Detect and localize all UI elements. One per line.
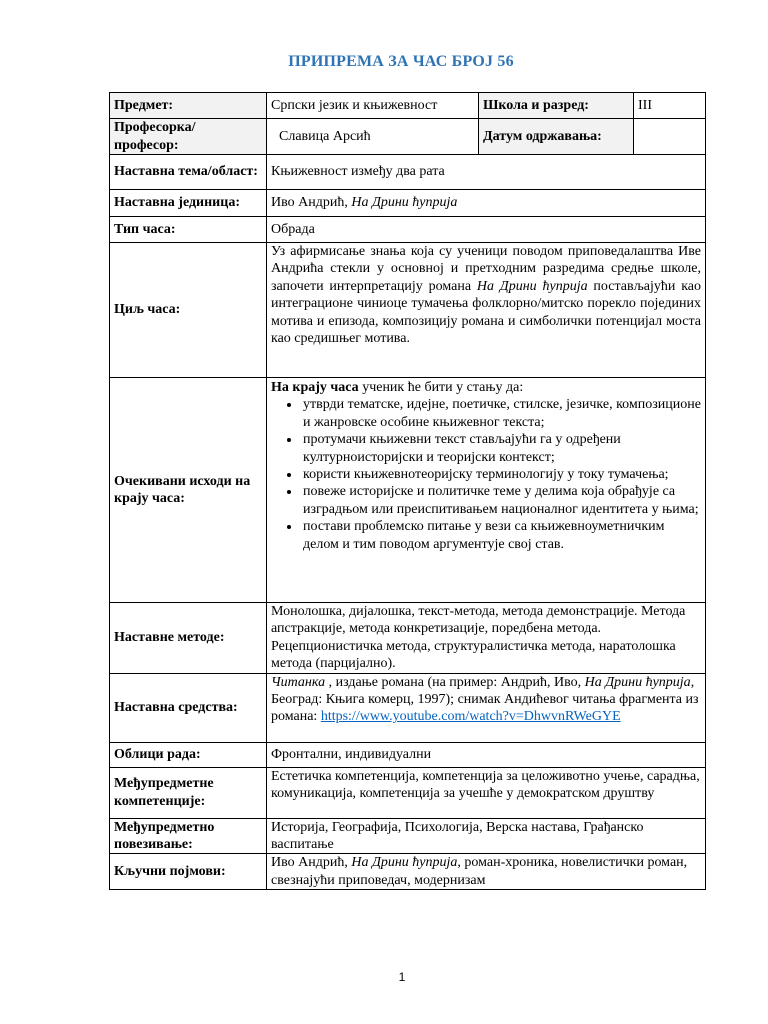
value-date bbox=[634, 119, 706, 155]
lesson-plan-table bbox=[109, 92, 706, 890]
value-competencies: Естетичка компетенција, компетенција за целоживотно учење, сарадња, комуникација, компетенција за учешће у демократском друштву bbox=[267, 767, 706, 818]
row-teacher bbox=[110, 119, 706, 155]
label-topic: Наставна тема/област: bbox=[110, 155, 267, 190]
value-key-terms: Иво Андрић, На Дрини ћуприја, роман-хроника, новелистички роман, свезнајући приповедач, модернизам bbox=[267, 854, 706, 890]
row-resources bbox=[110, 673, 706, 742]
row-competencies bbox=[110, 767, 706, 818]
row-methods bbox=[110, 603, 706, 674]
value-work-forms: Фронтални, индивидуални bbox=[267, 742, 706, 767]
row-topic bbox=[110, 155, 706, 190]
list-item: • протумачи књижевни текст стављајући га у одређени културноисторијски и теоријски контекст; bbox=[301, 431, 701, 466]
list-item: • повеже историјске и политичке теме у делима која обрађује са изградњом или преиспитивањем националног идентитета у њима; bbox=[301, 483, 701, 518]
page-title: ПРИПРЕМА ЗА ЧАС БРОЈ 56 bbox=[288, 53, 514, 70]
value-subject: Српски језик и књижевност bbox=[267, 93, 479, 119]
label-date: Датум одржавања: bbox=[479, 119, 634, 155]
row-unit bbox=[110, 190, 706, 217]
row-key-terms bbox=[110, 854, 706, 890]
value-unit: Иво Андрић, На Дрини ћуприја bbox=[267, 190, 706, 217]
label-resources: Наставна средства: bbox=[110, 673, 267, 742]
label-school-grade: Школа и разред: bbox=[479, 93, 634, 119]
value-goal: Уз афирмисање знања која су ученици поводом приповедалаштва Иве Андрића стекли у основној и претходним разредима средње школе, започети интерпретацију романа На Дрини ћуприја постављајући као интеграционе чиниоце тумачења фолклорно/митско порекло појединих мотива и епизода, композицију романа и симболички потенцијал моста као средишњег мотива. bbox=[267, 243, 706, 378]
label-key-terms: Кључни појмови: bbox=[110, 854, 267, 890]
value-school-grade: III bbox=[634, 93, 706, 119]
label-goal: Циљ часа: bbox=[110, 243, 267, 378]
value-teacher: Славица Арсић bbox=[267, 119, 479, 155]
label-correlation: Међупредметно повезивање: bbox=[110, 818, 267, 854]
value-outcomes bbox=[267, 378, 706, 603]
label-work-forms: Облици рада: bbox=[110, 742, 267, 767]
value-correlation: Историја, Географија, Психологија, Верска настава, Грађанско васпитање bbox=[267, 818, 706, 854]
label-competencies: Међупредметне компетенције: bbox=[110, 767, 267, 818]
outcomes-list bbox=[271, 396, 701, 553]
youtube-link[interactable]: https://www.youtube.com/watch?v=DhwvnRWeGYE bbox=[320, 709, 621, 725]
value-lesson-type: Обрада bbox=[267, 217, 706, 243]
row-subject bbox=[110, 93, 706, 119]
row-outcomes bbox=[110, 378, 706, 603]
label-teacher: Професорка/ професор: bbox=[110, 119, 267, 155]
row-lesson-type bbox=[110, 217, 706, 243]
label-lesson-type: Тип часа: bbox=[110, 217, 267, 243]
label-outcomes: Очекивани исходи на крају часа: bbox=[110, 378, 267, 603]
row-goal bbox=[110, 243, 706, 378]
label-methods: Наставне методе: bbox=[110, 603, 267, 674]
label-subject: Предмет: bbox=[110, 93, 267, 119]
value-methods: Монолошка, дијалошка, текст-метода, метода демонстрације. Метода апстракције, метода конкретизације, поредбена метода. Рецепционистичка метода, структуралистичка метода, наратолошка метода (парцијално). bbox=[267, 603, 706, 674]
list-item: • постави проблемско питање у вези са књижевноуметничким делом и тим поводом аргументује свој став. bbox=[301, 518, 701, 553]
page-number: 1 bbox=[398, 970, 406, 984]
list-item: • користи књижевнотеоријску терминологију у току тумачења; bbox=[301, 466, 701, 483]
value-topic: Књижевност између два рата bbox=[267, 155, 706, 190]
outcomes-intro: На крају часа ученик ће бити у стању да: bbox=[271, 380, 524, 395]
list-item: • утврди тематске, идејне, поетичке, стилске, језичке, композиционе и жанровске особине књижевног текста; bbox=[301, 396, 701, 431]
row-correlation bbox=[110, 818, 706, 854]
value-resources: Читанка , издање романа (на пример: Андрић, Иво, На Дрини ћуприја, Београд: Књига комерц, 1997); снимак Андићевог читања фрагмента из романа: https://www.youtube.com/watch?v=DhwvnRWeGYE bbox=[267, 673, 706, 742]
label-unit: Наставна јединица: bbox=[110, 190, 267, 217]
row-work-forms bbox=[110, 742, 706, 767]
